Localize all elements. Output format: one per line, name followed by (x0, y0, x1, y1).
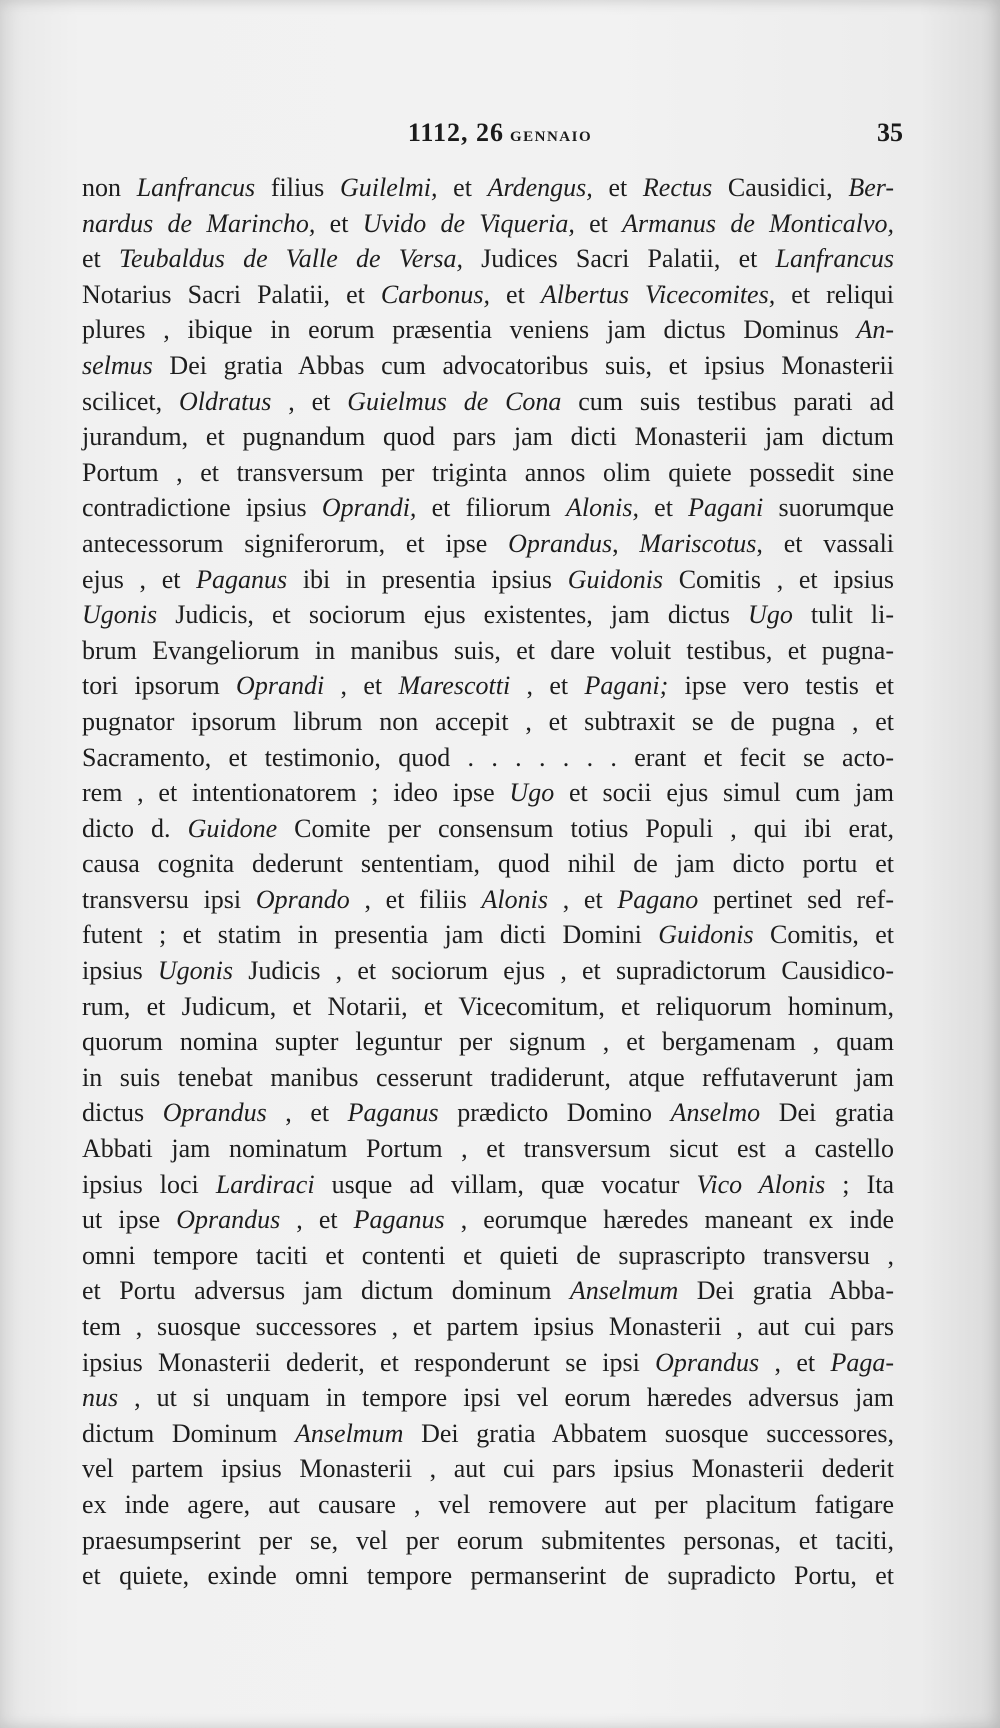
text-segment: pertinet sed ref- (698, 884, 894, 914)
text-line (82, 633, 894, 669)
text-segment: Judices Sacri Palatii, et (462, 244, 776, 274)
text-line (82, 882, 894, 918)
text-segment: ex inde agere, aut causare , vel removere aut per placitum fatigare (82, 1489, 894, 1519)
text-line (82, 206, 894, 242)
header-date-number: 1112, 26 (407, 118, 504, 147)
italic-name: Guidonis (567, 564, 664, 594)
text-segment: praesumpserint per se, vel per eorum submitentes personas, et taciti, (82, 1525, 894, 1555)
italic-name: Ugonis (82, 600, 158, 630)
text-line (82, 1416, 894, 1452)
text-segment: tori ipsorum (82, 671, 237, 701)
text-line (82, 811, 894, 847)
text-line (82, 846, 894, 882)
text-segment: Sacramento, et testimonio, quod . . . . . . . erant et fecit se acto- (82, 742, 894, 772)
text-segment: et (82, 244, 119, 274)
text-line (82, 1095, 894, 1131)
text-line (82, 668, 894, 704)
text-segment: Dei gratia Abbatem suosque successores, (403, 1418, 894, 1448)
italic-name: selmus (82, 350, 153, 380)
text-line (82, 490, 894, 526)
text-segment: tem , suosque successores , et partem ipsius Monasterii , aut cui pars (82, 1312, 894, 1341)
text-segment: in suis tenebat manibus cesserunt tradiderunt, atque reffutaverunt jam (82, 1062, 894, 1092)
text-segment: Judicis, et sociorum ejus existentes, jam dictus (157, 600, 749, 630)
text-segment: cum suis testibus parati ad (561, 386, 894, 416)
text-segment: prædicto Domino (438, 1098, 671, 1128)
italic-name: Mariscotus (639, 528, 757, 558)
text-segment: transversu ipsi (82, 884, 256, 914)
text-line (82, 277, 894, 313)
text-line (82, 419, 894, 455)
text-segment: , et (510, 671, 585, 701)
text-line (82, 455, 894, 491)
text-segment: et (592, 173, 643, 202)
text-segment: , et filiis (349, 884, 482, 914)
text-segment: vel partem ipsius Monasterii , aut cui pars ipsius Monasterii dederit (82, 1454, 894, 1484)
text-segment: plures , ibique in eorum præsentia veniens jam dictus Dominus (82, 315, 857, 345)
italic-name: Ugonis (157, 956, 234, 986)
italic-name: Oprandi (236, 671, 325, 701)
text-line (82, 1523, 894, 1559)
text-segment: tulit li- (792, 600, 894, 630)
text-segment: , et vassali (756, 528, 895, 558)
text-segment: Comitis , et ipsius (663, 564, 894, 594)
italic-name: Anselmum (569, 1276, 679, 1306)
italic-name: Oprandus (176, 1205, 281, 1235)
page-number: 35 (877, 118, 903, 147)
text-line (82, 1202, 894, 1238)
text-segment: usque ad villam, quæ vocatur (314, 1169, 697, 1199)
text-line (82, 1345, 894, 1381)
text-segment: et quiete, exinde omni tempore permanserint de supradicto Portu, et (82, 1561, 894, 1591)
italic-name: Paga- (830, 1347, 894, 1377)
text-segment: dicto d. (82, 813, 188, 843)
italic-name: Paganus (347, 1098, 439, 1128)
text-line (82, 384, 894, 420)
text-line (82, 1238, 894, 1274)
italic-name: Ugo (748, 600, 793, 630)
text-segment: Dei gratia Abbas cum advocatoribus suis, et ipsius Monasterii (152, 350, 894, 380)
text-line (82, 170, 894, 206)
italic-name: Oprandus (162, 1098, 267, 1128)
text-segment: , eorumque hæredes maneant ex inde (444, 1205, 895, 1235)
text-line (82, 953, 894, 989)
text-segment: non (82, 173, 137, 202)
text-segment: omni tempore taciti et contenti et quieti de suprascripto transversu , (82, 1240, 894, 1270)
text-segment: antecessorum signiferorum, et ipse (82, 528, 509, 558)
text-segment: ipsius loci (82, 1169, 216, 1199)
text-line (82, 241, 894, 277)
text-line (82, 740, 894, 776)
italic-name: Ugo (509, 778, 555, 808)
italic-name: nus (82, 1383, 119, 1413)
text-segment: scilicet, (82, 386, 179, 416)
text-segment: ipsius Monasterii dederit, et responderunt se ipsi (82, 1347, 656, 1377)
italic-name: Lanfrancus (136, 173, 256, 202)
italic-name: Marescotti (398, 671, 511, 701)
text-segment: quorum nomina supter leguntur per signum , et bergamenam , quam (82, 1027, 894, 1057)
text-segment: ibi in presentia ipsius (287, 564, 568, 594)
italic-name: Paganus (196, 564, 288, 594)
text-segment: ipsius (82, 956, 158, 986)
italic-name: Lardiraci (215, 1169, 315, 1199)
italic-name: Guidone (187, 813, 278, 843)
text-segment: brum Evangeliorum in manibus suis, et dare voluit testibus, et pugna- (82, 635, 894, 665)
italic-name: Teubaldus de Valle de Versa, (118, 244, 463, 274)
text-segment: ipse vero testis et (668, 671, 894, 701)
text-line (82, 312, 894, 348)
text-line (82, 775, 894, 811)
text-segment: ; Ita (825, 1169, 895, 1199)
text-line (82, 562, 894, 598)
text-segment: Causidici, (712, 173, 849, 202)
text-segment: , et (280, 1205, 354, 1235)
italic-name: nardus de Marincho, (82, 208, 316, 238)
italic-name: Guilelmi, (339, 173, 438, 202)
text-segment: Dei gratia (760, 1098, 895, 1128)
text-segment: , ut si unquam in tempore ipsi vel eorum hæredes adversus jam (118, 1383, 894, 1413)
text-line (82, 1309, 894, 1345)
text-line (82, 597, 894, 633)
text-segment: et Portu adversus jam dictum dominum (82, 1276, 570, 1306)
italic-name: Alonis, (566, 493, 639, 523)
italic-name: An- (856, 315, 894, 345)
italic-name: Oprando (255, 884, 350, 914)
text-segment: dictus (82, 1098, 163, 1128)
text-segment: , et (271, 386, 348, 416)
text-line (82, 1487, 894, 1523)
text-segment: Judicis , et sociorum ejus , et supradictorum Causidico- (233, 956, 895, 986)
text-line (82, 917, 894, 953)
body-text (82, 170, 894, 1594)
italic-name: Lanfrancus (775, 244, 894, 274)
text-segment: rem , et intentionatorem ; ideo ipse (82, 778, 510, 808)
text-segment: et socii ejus simul cum jam (554, 778, 894, 808)
italic-name: Guidonis (658, 920, 754, 950)
running-header (0, 118, 1000, 158)
text-segment: et (489, 279, 541, 309)
header-month: GENNAIO (509, 129, 593, 145)
text-line (82, 1558, 894, 1594)
text-segment: Dei gratia Abba- (678, 1276, 895, 1306)
text-line (82, 1167, 894, 1203)
italic-name: Albertus Vicecomites, (540, 279, 776, 309)
italic-name: Oldratus (178, 386, 272, 416)
text-segment: et (574, 208, 623, 238)
text-segment: Comitis, et (753, 920, 894, 950)
italic-name: Carbonus, (380, 279, 490, 309)
italic-name: Uvido de Viqueria, (362, 208, 575, 238)
text-line (82, 1131, 894, 1167)
italic-name: Pagano (617, 884, 699, 914)
text-segment: ejus , et (82, 564, 197, 594)
text-segment: jurandum, et pugnandum quod pars jam dicti Monasterii jam dictum (82, 422, 894, 452)
text-segment: causa cognita dederunt sententiam, quod nihil de jam dicto portu et (82, 849, 894, 879)
text-segment: Comite per consensum totius Populi , qui ibi erat, (277, 813, 894, 843)
text-segment: pugnator ipsorum librum non accepit , et subtraxit se de pugna , et (82, 706, 894, 736)
text-segment: futent ; et statim in presentia jam dicti Domini (82, 920, 659, 950)
italic-name: Oprandi, (321, 493, 417, 523)
header-date (0, 118, 1000, 148)
text-line (82, 1273, 894, 1309)
italic-name: Armanus de Monticalvo, (622, 208, 895, 238)
text-line (82, 1024, 894, 1060)
text-line (82, 1451, 894, 1487)
text-line (82, 1380, 894, 1416)
italic-name: Vico Alonis (696, 1169, 826, 1199)
text-segment: Abbati jam nominatum Portum , et transversum sicut est a castello (82, 1134, 894, 1164)
text-line (82, 989, 894, 1025)
text-segment: et (437, 173, 488, 202)
text-segment: , et (547, 884, 618, 914)
text-segment: et reliqui (775, 279, 894, 309)
text-segment: ut ipse (82, 1205, 177, 1235)
italic-name: Alonis (481, 884, 548, 914)
italic-name: Ardengus, (487, 173, 593, 202)
text-line (82, 1060, 894, 1096)
text-segment: , et (759, 1347, 831, 1377)
italic-name: Guielmus de Cona (347, 386, 562, 416)
text-segment: et (315, 208, 363, 238)
text-line (82, 526, 894, 562)
italic-name: Oprandus (655, 1347, 760, 1377)
text-segment: et filiorum (416, 493, 567, 523)
text-line (82, 348, 894, 384)
text-segment: filius (255, 173, 340, 202)
italic-name: Anselmum (295, 1418, 404, 1448)
italic-name: Rectus (642, 173, 713, 202)
italic-name: Paganus (353, 1205, 445, 1235)
italic-name: Anselmo (670, 1098, 761, 1128)
text-segment: , (612, 528, 640, 558)
italic-name: Pagani; (584, 671, 669, 701)
text-segment: Portum , et transversum per triginta annos olim quiete possedit sine (82, 457, 894, 487)
text-segment: et (638, 493, 689, 523)
text-segment: , et (266, 1098, 348, 1128)
italic-name: Ber- (848, 173, 894, 202)
text-segment: Notarius Sacri Palatii, et (82, 279, 381, 309)
italic-name: Oprandus (508, 528, 613, 558)
text-segment: contradictione ipsius (82, 493, 322, 523)
text-segment: , et (324, 671, 399, 701)
italic-name: Pagani (688, 493, 764, 523)
text-segment: suorumque (763, 493, 894, 523)
text-line (82, 704, 894, 740)
text-segment: dictum Dominum (82, 1418, 296, 1448)
text-segment: rum, et Judicum, et Notarii, et Vicecomitum, et reliquorum hominum, (82, 991, 894, 1021)
